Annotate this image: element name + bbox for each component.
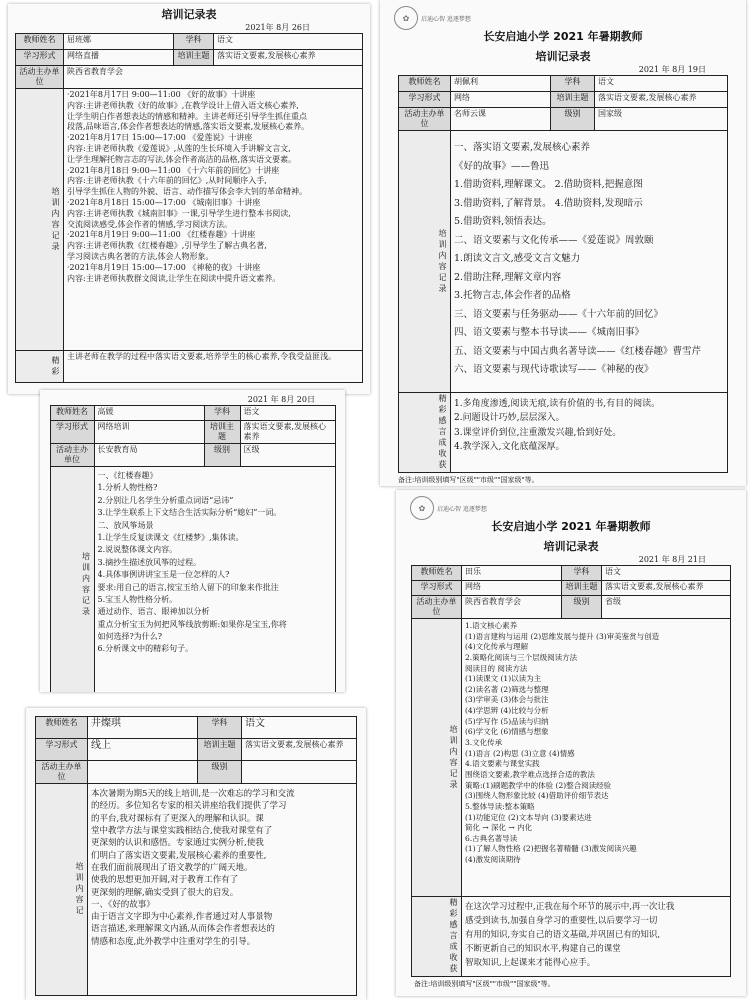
footnote: 备注:培训级别填写"区级""市级""国家级"等。 bbox=[398, 476, 539, 484]
form-value: 网络 bbox=[462, 581, 562, 596]
teacher-name-value: 高媛 bbox=[94, 406, 204, 421]
content-line: 重点分析宝玉为何把风筝线放剪断:如果你是宝玉,你将 bbox=[97, 619, 287, 629]
level-value: 省级 bbox=[602, 596, 731, 619]
content-line: 通过动作、语言、眼神加以分析 bbox=[97, 607, 210, 617]
content-line: 5.借助资料,领悟表达。 bbox=[454, 216, 552, 228]
topic-label: 培训主题 bbox=[204, 421, 240, 444]
level-label: 级别 bbox=[204, 444, 240, 467]
subject-value: 语文 bbox=[602, 566, 731, 581]
subject-value: 语文 bbox=[242, 717, 357, 739]
teacher-name-label: 教师姓名 bbox=[399, 76, 451, 92]
level-value: 区级 bbox=[240, 444, 335, 467]
content-line: (1)语言 (2)构思 (3)立意 (4)情感 bbox=[465, 748, 575, 758]
insight-line: 在这次学习过程中,正我在每个环节的展示中,再一次让我 bbox=[465, 902, 675, 912]
content-line: 二、放风筝场景 bbox=[97, 520, 154, 530]
org-label: 活动主办单位 bbox=[16, 66, 64, 89]
level-label: 级别 bbox=[198, 761, 242, 784]
doc-date: 2021年 8月 26日 bbox=[245, 23, 310, 32]
content-line: ·2021年8月18日 15:00—17:00 《城南旧事》十讲座 bbox=[67, 197, 261, 207]
footnote: 备注:培训级别填写"区级""市级""国家级"等。 bbox=[414, 980, 555, 988]
content-line: 语言描述,来理解课文内涵,从而体会作者想表达的 bbox=[91, 924, 275, 935]
org-label: 活动主办单位 bbox=[399, 108, 451, 131]
content-line: 5.宝玉人物性格分析。 bbox=[97, 594, 178, 604]
content-line: 6.分析课文中的精彩句子。 bbox=[97, 644, 194, 654]
content-line: 要求:用自己的语言,按宝玉给人留下的印象来作批注 bbox=[97, 582, 279, 592]
content-line: 更深刻的理解,确实受到了很大的启发。 bbox=[91, 887, 239, 898]
content-line: (3)学审美 (3)体会与批注 bbox=[465, 695, 549, 705]
insight-block bbox=[451, 393, 728, 473]
content-block bbox=[94, 467, 335, 693]
content-line: 三、语文要素与任务驱动——《十六年前的回忆》 bbox=[454, 308, 664, 320]
form-label: 学习形式 bbox=[50, 421, 94, 444]
content-block bbox=[64, 89, 363, 351]
content-label: 培训内容记录 bbox=[412, 619, 462, 897]
insight-line: 2.问题设计巧妙,层层深入。 bbox=[454, 413, 565, 424]
content-line: 的经历。多位知名专家的相关讲座给我们提供了学习 bbox=[91, 801, 287, 812]
content-line: 6.古典名著导读 bbox=[465, 833, 518, 843]
content-label: 培训内容记录 bbox=[399, 131, 451, 393]
insight-line: 不断更新自己的知识水平,构建自己的课堂 bbox=[465, 944, 621, 955]
content-line: (6)学文化 (6)情感与想象 bbox=[465, 727, 549, 737]
teacher-name-label: 教师姓名 bbox=[50, 406, 94, 421]
form-label: 学习形式 bbox=[16, 50, 64, 66]
topic-label: 培训主题 bbox=[562, 581, 602, 596]
form-value: 线上 bbox=[88, 739, 198, 761]
topic-value: 落实语文要素,发展核心素养 bbox=[602, 581, 731, 596]
content-line: ·2021年8月19日 15:00—17:00 《神秘的夜》十讲座 bbox=[67, 262, 261, 272]
teacher-name-value: 屈班娜 bbox=[64, 34, 174, 50]
content-line: (3)围绕人物形象比较 (4)借助评价细节表达 bbox=[465, 791, 609, 801]
document-record-online bbox=[26, 708, 366, 1000]
level-value bbox=[242, 761, 357, 784]
topic-value: 落实语文要素,发展核心素养 bbox=[595, 92, 728, 108]
teacher-name-label: 教师姓名 bbox=[412, 566, 462, 581]
content-line: (4)文化传承与理解 bbox=[465, 642, 529, 652]
content-line: 学习阅读古典名著的方法,体会人物形象。 bbox=[67, 251, 214, 261]
subject-label: 学科 bbox=[198, 717, 242, 739]
teacher-name-value: 田乐 bbox=[462, 566, 562, 581]
content-line: 交流阅读感受,体会作者的情感,学习阅读方法。 bbox=[67, 219, 233, 229]
subject-value: 语文 bbox=[240, 406, 335, 421]
content-line: 3.文化传承 bbox=[465, 738, 503, 748]
form-value: 网络 bbox=[451, 92, 551, 108]
content-line: 3.托物言志,体会作者的品格 bbox=[454, 290, 571, 302]
insight-label: 精彩感言成收获 bbox=[399, 393, 451, 473]
content-line: 的平台,我对课标有了更深入的理解和认识。课 bbox=[91, 813, 264, 824]
topic-value: 落实语文要素,发展核心素养 bbox=[240, 421, 335, 444]
content-block bbox=[88, 784, 357, 996]
level-label: 级别 bbox=[551, 108, 595, 131]
form-label: 学习形式 bbox=[399, 92, 451, 108]
school-slogan: 启迪心智 追逐梦想 bbox=[421, 15, 471, 23]
content-line: (1)读课文 (1)以读为主 bbox=[465, 674, 542, 684]
school-name: 长安启迪小学 2021 年暑期教师 bbox=[483, 30, 643, 43]
content-line: 一、《红楼春趣》 bbox=[97, 471, 158, 480]
insight-value: 主讲老师在教学的过程中落实语文要素,培养学生的核心素养,令我受益匪浅。 bbox=[64, 351, 363, 383]
topic-label: 培训主题 bbox=[198, 739, 242, 761]
document-record-8-21 bbox=[396, 490, 746, 996]
content-line: 2.说说整体课文内容。 bbox=[97, 545, 178, 555]
content-line: 4.语文要素与课堂实践 bbox=[465, 759, 540, 769]
insight-line: 感受到读书,加强自身学习的重要性,以后要学习一切 bbox=[465, 916, 658, 927]
content-line: 围绕语文要素,教学难点选择合适的教法 bbox=[465, 769, 595, 779]
doc-title: 培训记录表 bbox=[543, 540, 599, 553]
content-line: ·2021年8月17日 9:00—11:00 《好的故事》十讲座 bbox=[67, 90, 256, 99]
content-line: 一、落实语文要素,发展核心素养 bbox=[454, 142, 591, 153]
content-line: 情感和态度,此外教学中注重对学生的引导。 bbox=[91, 936, 256, 947]
content-line: 本次暑期为期5天的线上培训,是一次难忘的学习和交流 bbox=[91, 789, 295, 799]
content-line: 简化 → 深化 → 内化 bbox=[465, 823, 533, 833]
content-block bbox=[451, 131, 728, 393]
content-line: (2)读名著 (2)筛选与整理 bbox=[465, 684, 549, 694]
subject-value: 语文 bbox=[214, 34, 363, 50]
content-line: 内容:主讲老师执教《城南旧事》一课,引导学生进行整本书阅读, bbox=[67, 208, 291, 218]
topic-value: 落实语文要素,发展核心素养 bbox=[242, 739, 357, 761]
school-logo bbox=[394, 6, 471, 30]
level-value: 国家级 bbox=[595, 108, 728, 131]
school-seal-icon: ✿ bbox=[410, 496, 434, 520]
content-line: 内容:主讲老师执教《十六年前的回忆》,从时间顺序入手, bbox=[67, 176, 267, 186]
org-label: 活动主办单位 bbox=[412, 596, 462, 619]
doc-date: 2021 年 8月 20日 bbox=[247, 395, 315, 404]
org-value: 长安教育局 bbox=[94, 444, 204, 467]
content-line: 阅读目的 阅读方法 bbox=[465, 663, 528, 673]
content-line: (5)学写作 (5)品读与归纳 bbox=[465, 716, 549, 726]
insight-label: 精彩感言成收获 bbox=[412, 897, 462, 977]
content-line: (1)功能定位 (2)文本导向 (3)要素达进 bbox=[465, 812, 592, 822]
insight-line: 4.教学深入,文化底蕴深厚。 bbox=[454, 442, 565, 453]
topic-label: 培训主题 bbox=[174, 50, 214, 66]
content-line: 3.借助资料,了解背景。 4.借助资料,发现暗示 bbox=[454, 197, 643, 209]
org-value: 陕西省教育学会 bbox=[64, 66, 363, 89]
content-line: 让学生理解托物言志的写法,体会作者高洁的品格,落实语文要素。 bbox=[67, 154, 297, 164]
content-line: 2.借助注释,理解文章内容 bbox=[454, 271, 562, 283]
org-value: 名师云课 bbox=[451, 108, 551, 131]
content-line: (4)学思辨 (4)比较与分析 bbox=[465, 706, 549, 716]
document-record-8-20 bbox=[40, 390, 345, 692]
content-line: 1.语文核心素养 bbox=[465, 621, 518, 630]
content-line: 2.策略化阅读与三个层级阅读方法 bbox=[465, 652, 578, 662]
form-label: 学习形式 bbox=[36, 739, 88, 761]
document-record-8-19 bbox=[380, 0, 746, 486]
doc-title: 培训记录表 bbox=[535, 50, 591, 63]
content-line: 引导学生抓住人物的外貌、语言、动作描写体会李大钊的革命精神。 bbox=[67, 187, 307, 197]
content-line: 内容:主讲老师执教群文阅读,让学生在阅读中提升语文素养。 bbox=[67, 273, 281, 283]
insight-line: 3.课堂评价到位,注重激发兴趣,恰到好处。 bbox=[454, 427, 622, 438]
content-line: 内容:主讲老师执教《红楼春趣》,引导学生了解古典名著, bbox=[67, 241, 267, 251]
content-line: 1.借助资料,理解课文。 2.借助资料,把握意图 bbox=[454, 179, 643, 191]
topic-value: 落实语文要素,发展核心素养 bbox=[214, 50, 363, 66]
content-line: 在我们面前展现出了语文教学的广阔天地。 bbox=[91, 862, 253, 873]
content-line: 们明白了落实语文要素,发展核心素养的重要性, bbox=[91, 850, 267, 861]
content-line: 一、《好的故事》 bbox=[91, 899, 155, 910]
content-line: 如何选择?为什么? bbox=[97, 632, 163, 642]
content-line: 更深刻的认识和感悟。专家通过实例分析,使我 bbox=[91, 838, 264, 849]
content-line: 《好的故事》——鲁迅 bbox=[454, 160, 550, 172]
content-line: 让学生明白作者想表达的情感和精神。主讲老师还引导学生抓住重点 bbox=[67, 111, 307, 121]
school-name: 长安启迪小学 2021 年暑期教师 bbox=[491, 520, 651, 533]
content-line: (1)了解人物性格 (2)把握名著精髓 (3)激发阅读兴趣 bbox=[465, 844, 637, 854]
content-label: 培训内容记录 bbox=[50, 467, 94, 693]
insight-label: 精彩 bbox=[16, 351, 64, 383]
subject-label: 学科 bbox=[551, 76, 595, 92]
content-line: 五、语文要素与中国古典名著导读——《红楼春趣》曹雪芹 bbox=[454, 345, 702, 357]
teacher-name-value: 胡佩利 bbox=[451, 76, 551, 92]
content-line: 内容:主讲老师执教《好的故事》,在教学设计上借入语文核心素养, bbox=[67, 100, 299, 110]
form-value: 网络直播 bbox=[64, 50, 174, 66]
school-seal-icon: ✿ bbox=[394, 6, 418, 30]
insight-line: 智取知识,上起课来才能得心应手。 bbox=[465, 958, 596, 969]
subject-label: 学科 bbox=[174, 34, 214, 50]
content-line: 4.具体事例讲讲宝玉是一位怎样的人? bbox=[97, 570, 230, 580]
document-record-8-26 bbox=[8, 4, 370, 394]
teacher-name-label: 教师姓名 bbox=[16, 34, 64, 50]
content-line: 1.让学生反复读课文《红楼梦》,集体读。 bbox=[97, 532, 244, 542]
insight-block bbox=[462, 897, 731, 977]
teacher-name-label: 教师姓名 bbox=[36, 717, 88, 739]
content-line: 2.分别让几名学生分析重点词语“忌讳” bbox=[97, 495, 234, 505]
content-line: 3.摘抄生描述放风筝的过程。 bbox=[97, 557, 202, 567]
teacher-name-value: 井燦琪 bbox=[88, 717, 198, 739]
content-line: 二、语文要素与文化传承——《爱莲说》周敦颐 bbox=[454, 234, 654, 246]
content-block bbox=[462, 619, 731, 897]
org-value: 陕西省教育学会 bbox=[462, 596, 562, 619]
doc-title: 培训记录表 bbox=[161, 8, 217, 21]
insight-line: 有用的知识,夯实自己的语文基础,并巩固已有的知识, bbox=[465, 930, 661, 941]
content-line: 堂中教学方法与课堂实践相结合,使我对课堂有了 bbox=[91, 825, 273, 836]
content-line: 四、语文要素与整本书导读——《城南旧事》 bbox=[454, 327, 645, 339]
org-label: 活动主办单位 bbox=[36, 761, 88, 784]
content-line: ·2021年8月18日 9:00—11:00 《十六年前的回忆》十讲座 bbox=[67, 165, 280, 175]
insight-line: 1.多角度渗透,阅读无痕,读有价值的书,有目的阅读。 bbox=[454, 399, 661, 409]
content-line: ·2021年8月19日 9:00—11:00 《红楼春趣》十讲座 bbox=[67, 230, 256, 240]
content-line: 六、语文要素与现代诗歌读写——《神秘的夜》 bbox=[454, 364, 654, 376]
content-line: 1.分析人物性格? bbox=[97, 483, 158, 493]
content-label: 培训内容记 bbox=[36, 784, 88, 996]
content-label: 培训内容记录 bbox=[16, 89, 64, 351]
content-line: 内容:主讲老师执教《爱莲说》,从莲的生长环境入手讲解文言文, bbox=[67, 143, 291, 153]
content-line: 段落,品味语言,体会作者想表达的情感,落实语文要素,发展核心素养。 bbox=[67, 122, 310, 132]
content-line: 3.让学生联系上下文结合生活实际分析“媳妇”一词。 bbox=[97, 508, 282, 518]
subject-label: 学科 bbox=[562, 566, 602, 581]
school-logo bbox=[410, 496, 487, 520]
topic-label: 培训主题 bbox=[551, 92, 595, 108]
doc-date: 2021 年 8月 21日 bbox=[638, 555, 706, 564]
school-slogan: 启迪心智 追逐梦想 bbox=[437, 505, 487, 513]
doc-date: 2021 年 8月 19日 bbox=[638, 65, 706, 74]
content-line: 使我的思想更加开阔,对于教育工作有了 bbox=[91, 875, 239, 886]
content-line: (4)激发阅读期待 bbox=[465, 855, 521, 865]
form-label: 学习形式 bbox=[412, 581, 462, 596]
content-line: ·2021年8月17日 15:00—17:00 《爱莲说》十讲座 bbox=[67, 133, 253, 143]
content-line: 1.朗读文言文,感受文言文魅力 bbox=[454, 253, 581, 265]
subject-value: 语文 bbox=[595, 76, 728, 92]
content-line: 由于语言文字即为中心素养,作者通过对人事景物 bbox=[91, 912, 273, 923]
content-line: 策略:(1)刷题教学中的体验 (2)整合阅读经验 bbox=[465, 780, 612, 790]
org-label: 活动主办单位 bbox=[50, 444, 94, 467]
content-line: 5.整体导读:整本策略 bbox=[465, 801, 535, 811]
org-value bbox=[88, 761, 198, 784]
form-value: 网络培训 bbox=[94, 421, 204, 444]
content-line: (1)语言建构与运用 (2)思维发展与提升 (3)审美鉴赏与创造 bbox=[465, 631, 660, 641]
subject-label: 学科 bbox=[204, 406, 240, 421]
level-label: 级别 bbox=[562, 596, 602, 619]
